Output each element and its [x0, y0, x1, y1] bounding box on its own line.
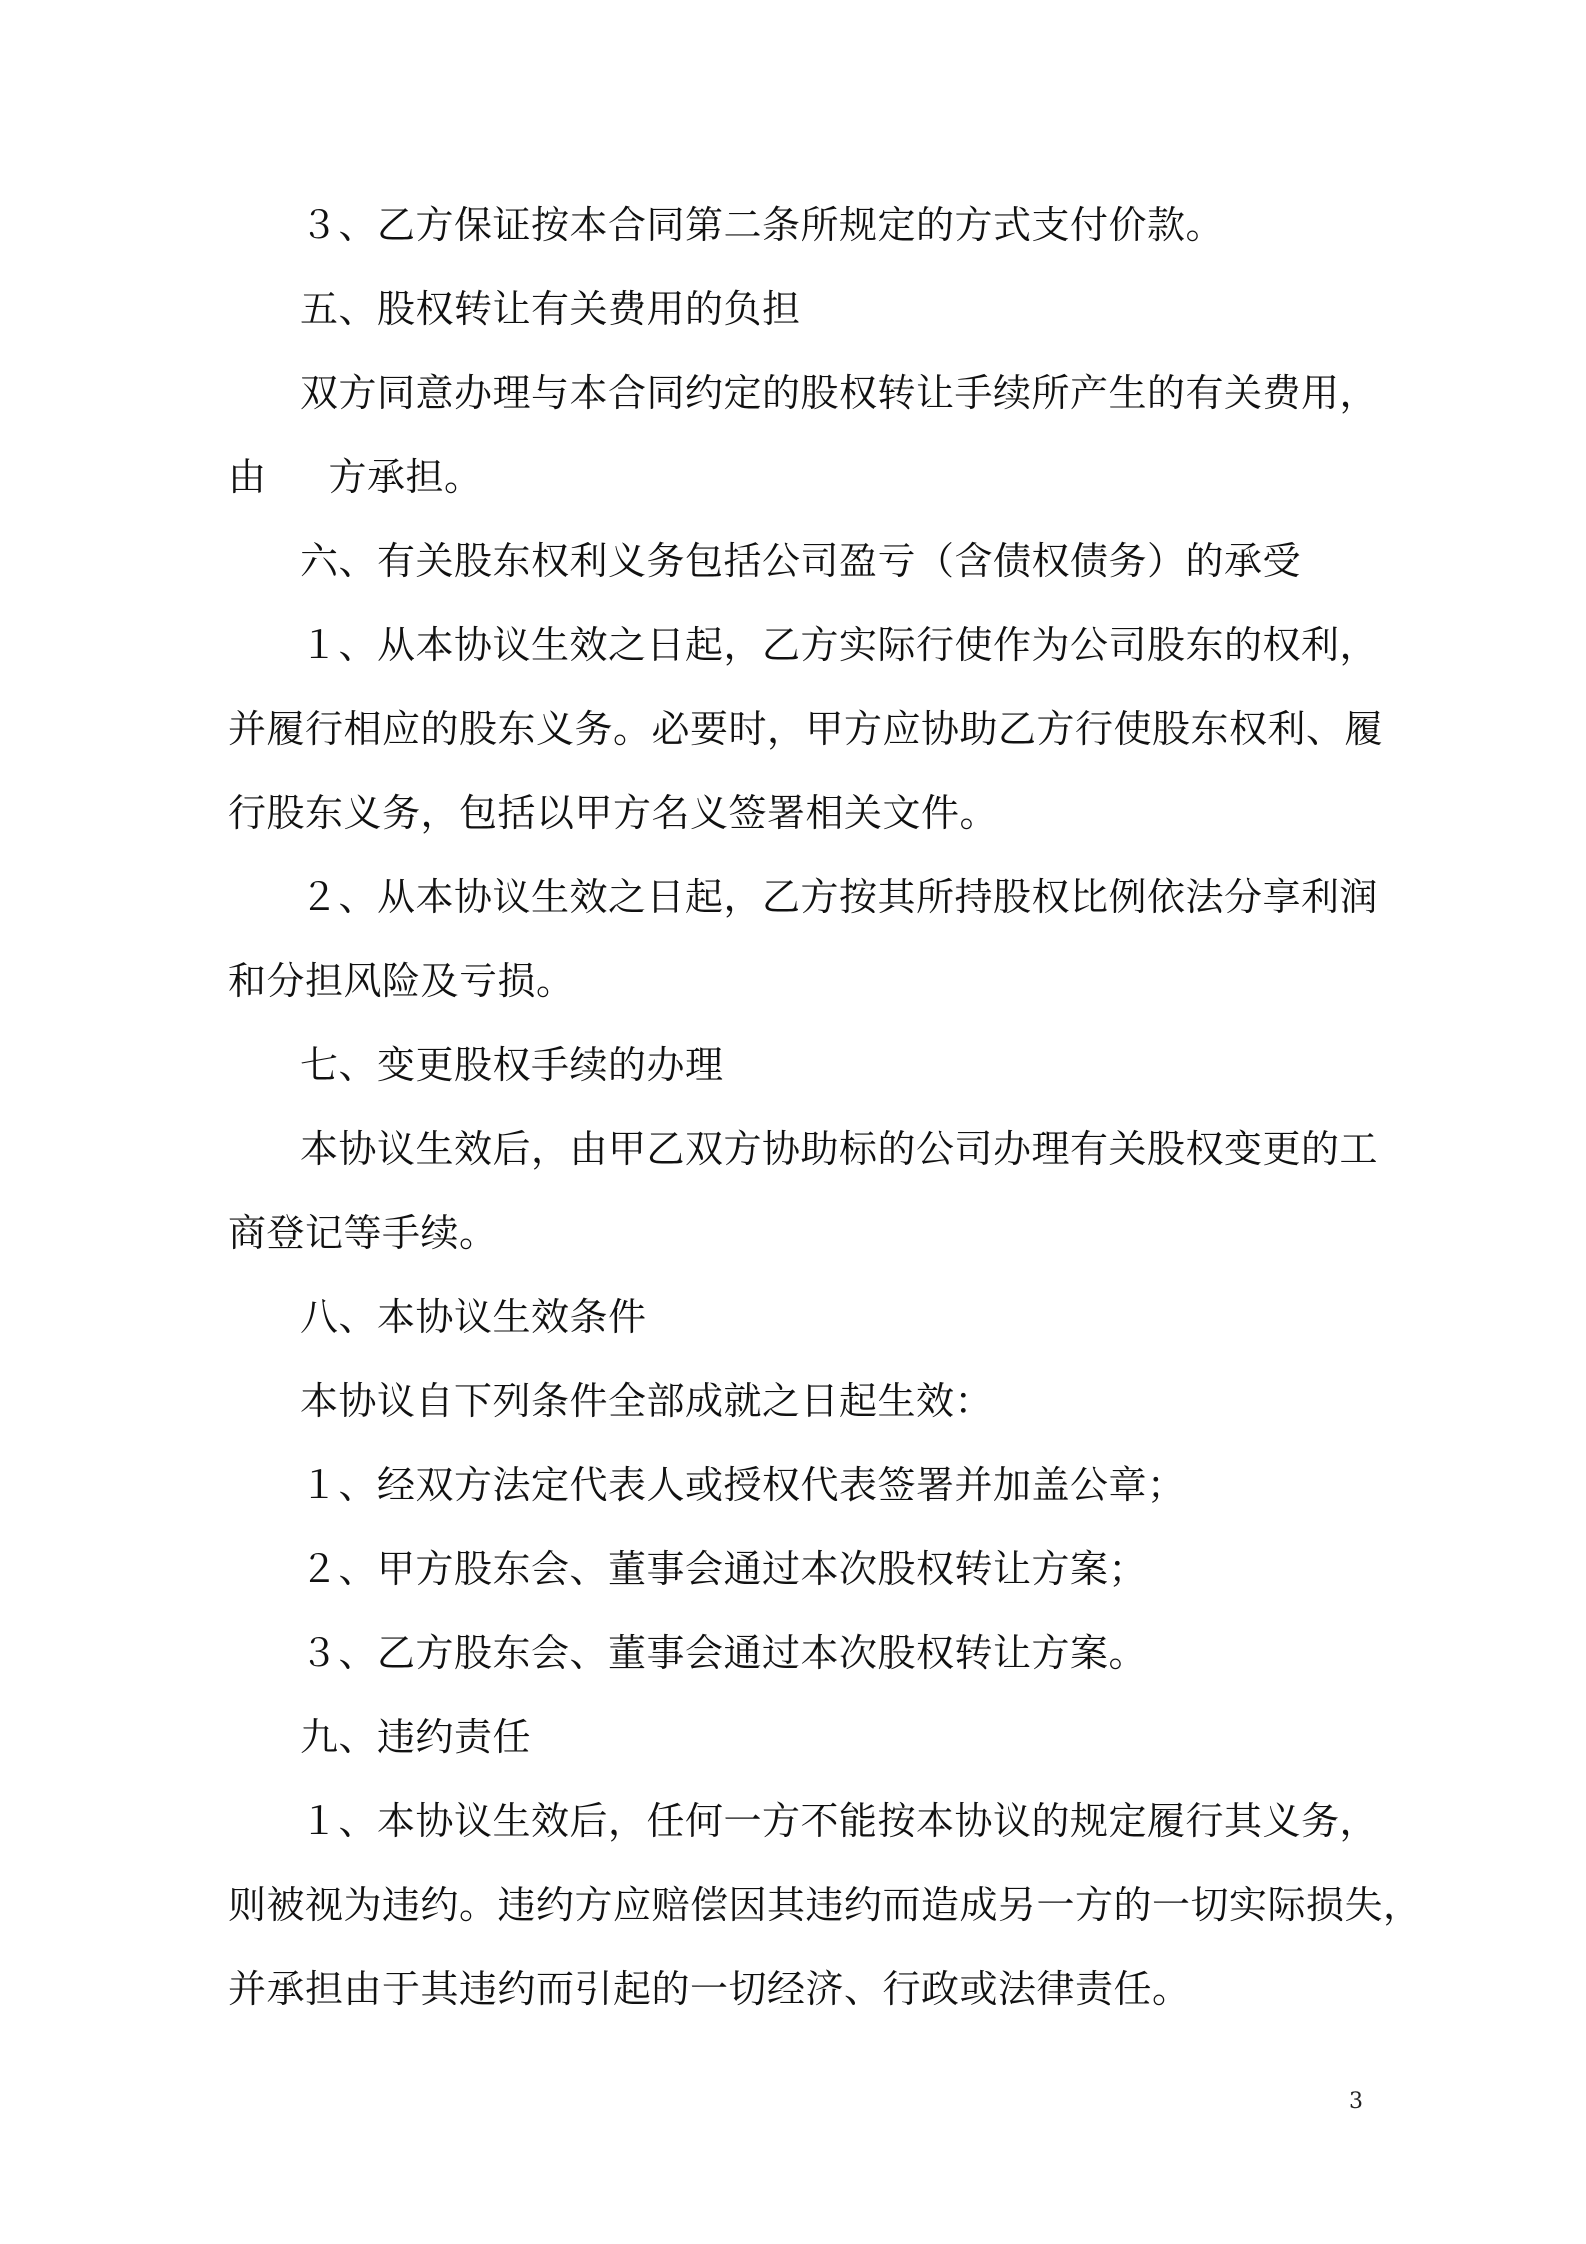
body-paragraph-line: 并承担由于其违约而引起的一切经济、行政或法律责任。: [228, 1967, 1191, 2011]
section-heading: 七、变更股权手续的办理: [300, 1043, 724, 1087]
blank-field-suffix: 方承担。: [328, 455, 483, 499]
list-item: １、经双方法定代表人或授权代表签署并加盖公章；: [300, 1463, 1186, 1507]
section-heading: 六、有关股东权利义务包括公司盈亏（含债权债务）的承受: [300, 539, 1302, 583]
list-item: ３、乙方股东会、董事会通过本次股权转让方案。: [300, 1631, 1148, 1675]
body-paragraph-line: 并履行相应的股东义务。必要时，甲方应协助乙方行使股东权利、履: [228, 707, 1384, 751]
body-paragraph-line: 本协议自下列条件全部成就之日起生效：: [300, 1379, 994, 1423]
section-heading: 八、本协议生效条件: [300, 1295, 647, 1339]
body-paragraph-line: ３、乙方保证按本合同第二条所规定的方式支付价款。: [300, 203, 1225, 247]
body-paragraph-line: 行股东义务，包括以甲方名义签署相关文件。: [228, 791, 999, 835]
body-paragraph-line: 本协议生效后，由甲乙双方协助标的公司办理有关股权变更的工: [300, 1127, 1379, 1171]
section-heading: 五、股权转让有关费用的负担: [300, 287, 801, 331]
body-paragraph-line: [228, 453, 1388, 501]
section-heading: 九、违约责任: [300, 1715, 532, 1759]
body-paragraph-line: 双方同意办理与本合同约定的股权转让手续所产生的有关费用，: [300, 371, 1379, 415]
body-paragraph-line: １、本协议生效后，任何一方不能按本协议的规定履行其义务，: [300, 1799, 1379, 1843]
body-paragraph-line: １、从本协议生效之日起，乙方实际行使作为公司股东的权利，: [300, 623, 1379, 667]
body-paragraph-line: 和分担风险及亏损。: [228, 959, 575, 1003]
page-number: 3: [1349, 2089, 1363, 2114]
body-paragraph-line: ２、从本协议生效之日起，乙方按其所持股权比例依法分享利润: [300, 875, 1379, 919]
list-item: ２、甲方股东会、董事会通过本次股权转让方案；: [300, 1547, 1148, 1591]
body-paragraph-line: 商登记等手续。: [228, 1211, 498, 1255]
blank-field-prefix: 由: [228, 455, 267, 499]
body-paragraph-line: 则被视为违约。违约方应赔偿因其违约而造成另一方的一切实际损失，: [228, 1883, 1422, 1927]
